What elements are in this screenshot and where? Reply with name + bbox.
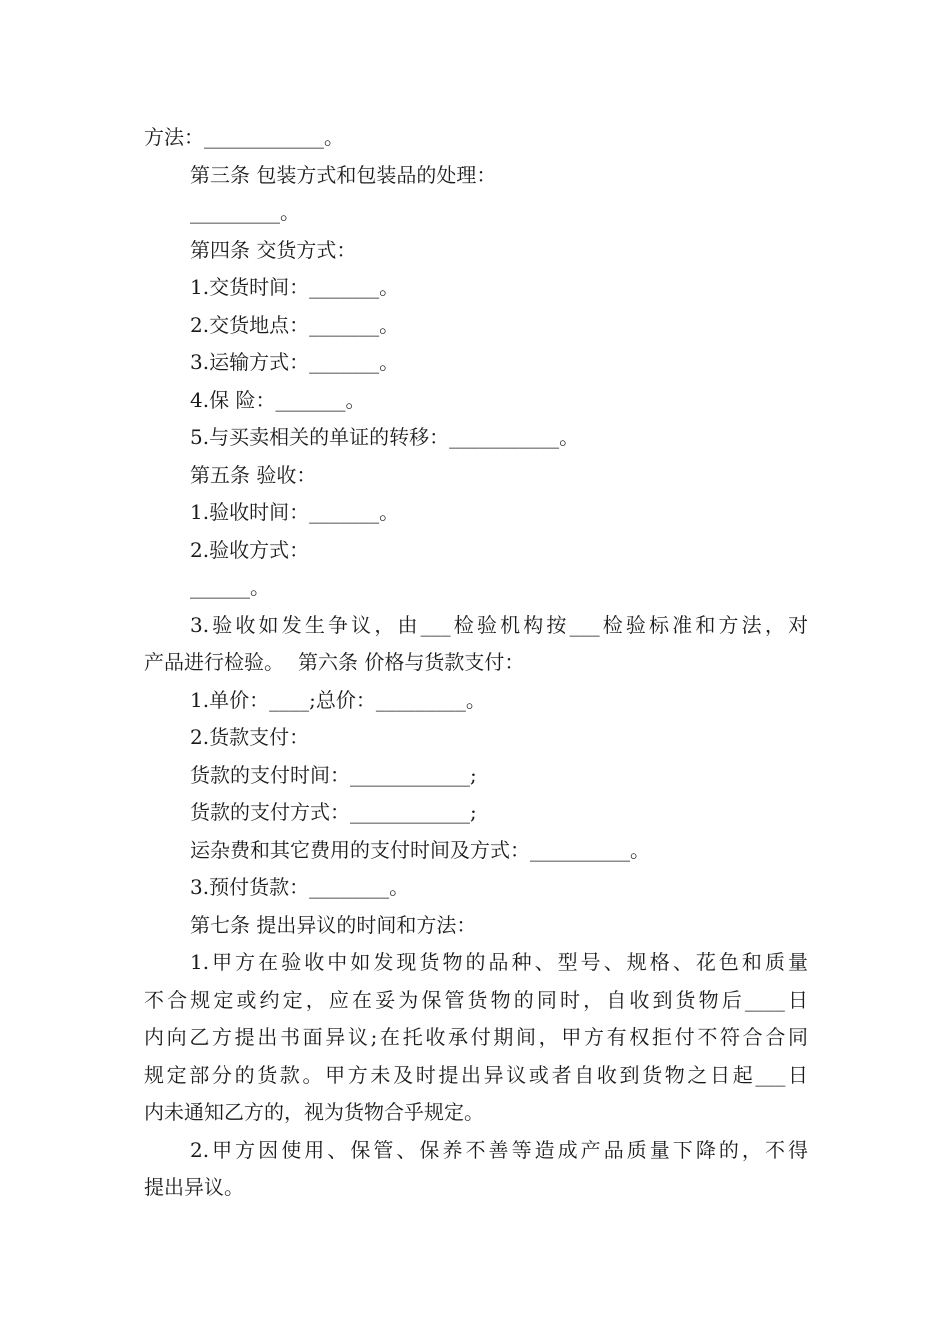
text-line: 3.运输方式：_______。 [190, 350, 400, 374]
text-line: 1.交货时间：_______。 [190, 275, 400, 299]
article-5-heading: 第五条 验收： [190, 462, 317, 487]
text-line: ______。 [190, 575, 270, 599]
text-segment: 产品进行检验。 [144, 650, 284, 674]
text-line: 1.验收时间：_______。 [190, 500, 400, 524]
text-line: 1.甲方在验收中如发现货物的品种、型号、规格、花色和质量 [190, 950, 808, 974]
text-line: 2.货款支付： [190, 725, 310, 749]
text-line: 不合规定或约定，应在妥为保管货物的同时，自收到货物后____日 [144, 987, 808, 1012]
text-line: 方法：____________。 [144, 125, 344, 149]
text-line: 2.交货地点：_______。 [190, 312, 400, 337]
text-line: 货款的支付时间：____________; [190, 762, 477, 787]
article-3-heading: 第三条 包装方式和包装品的处理： [190, 162, 497, 187]
text-line: 运杂费和其它费用的支付时间及方式：__________。 [190, 837, 650, 862]
contract-body [144, 119, 808, 1207]
text-line: 提出异议。 [144, 1175, 244, 1199]
article-4-heading: 第四条 交货方式： [190, 237, 357, 262]
text-line: 内向乙方提出书面异议;在托收承付期间，甲方有权拒付不符合合同 [144, 1025, 808, 1049]
text-line: 3.预付货款：________。 [190, 875, 410, 899]
text-line: 货款的支付方式：____________; [190, 800, 477, 824]
text-line [144, 644, 808, 682]
text-line: 内未通知乙方的，视为货物合乎规定。 [144, 1100, 484, 1124]
article-6-heading: 第六条 价格与货款支付： [298, 650, 525, 674]
text-line: 3.验收如发生争议，由___检验机构按___检验标准和方法，对 [190, 612, 808, 637]
text-line: _________。 [190, 200, 300, 224]
text-line: 规定部分的货款。甲方未及时提出异议或者自收到货物之日起___日 [144, 1062, 808, 1087]
text-line: 2.验收方式： [190, 537, 310, 562]
text-line: 2.甲方因使用、保管、保养不善等造成产品质量下降的，不得 [190, 1137, 808, 1162]
article-7-heading: 第七条 提出异议的时间和方法： [190, 912, 477, 937]
text-line: 4.保 险：_______。 [190, 387, 366, 412]
text-line: 5.与买卖相关的单证的转移：___________。 [190, 425, 580, 449]
text-line: 1.单价：____;总价：_________。 [190, 687, 486, 712]
